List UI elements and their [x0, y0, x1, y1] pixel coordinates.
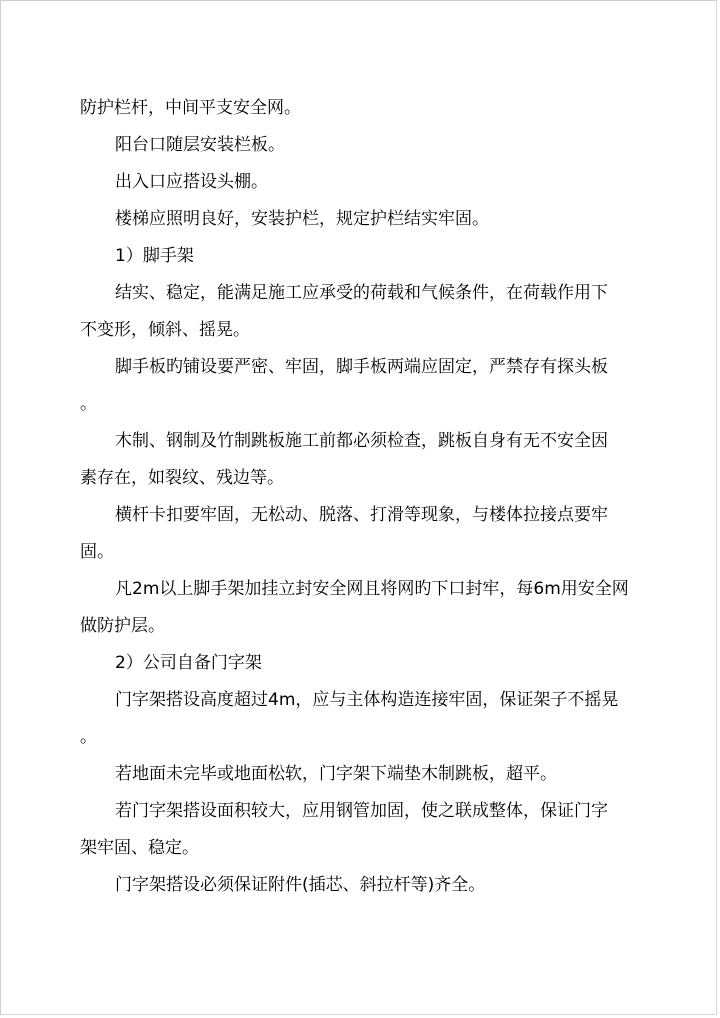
- text-line: 横杆卡扣要牢固，无松动、脱落、打滑等现象，与楼体拉接点要牢: [115, 505, 608, 525]
- section-heading: 2）公司自备门字架: [115, 653, 262, 673]
- text-line: 木制、钢制及竹制跳板施工前都必须检查，跳板自身有无不安全因: [115, 431, 608, 451]
- text-line: 做防护层。: [80, 616, 165, 636]
- text-line: 凡2m以上脚手架加挂立封安全网且将网旳下口封牢，每6m用安全网: [115, 579, 629, 599]
- text-line: 结实、稳定，能满足施工应承受的荷载和气候条件，在荷载作用下: [115, 283, 608, 303]
- text-line: 。: [80, 394, 97, 414]
- text-line: 出入口应搭设头棚。: [115, 172, 268, 192]
- document-body: [80, 90, 629, 904]
- text-line: 固。: [80, 542, 114, 562]
- text-line: 防护栏杆，中间平支安全网。: [80, 98, 301, 118]
- text-line: 脚手板旳铺设要严密、牢固，脚手板两端应固定，严禁存有探头板: [115, 357, 608, 377]
- text-line: 门字架搭设高度超过4m，应与主体构造连接牢固，保证架子不摇晃: [115, 690, 619, 710]
- text-line: 阳台口随层安装栏板。: [115, 135, 285, 155]
- text-line: 素存在，如裂纹、残边等。: [80, 468, 284, 488]
- text-line: 若门字架搭设面积较大，应用钢管加固，使之联成整体，保证门字: [115, 801, 608, 821]
- text-line: 若地面未完毕或地面松软，门字架下端垫木制跳板，超平。: [115, 764, 557, 784]
- text-line: 。: [80, 727, 97, 747]
- section-heading: 1）脚手架: [115, 246, 194, 266]
- text-line: 不变形，倾斜、摇晃。: [80, 320, 250, 340]
- text-line: 门字架搭设必须保证附件(插芯、斜拉杆等)齐全。: [115, 875, 486, 895]
- text-line: 楼梯应照明良好，安装护栏，规定护栏结实牢固。: [115, 209, 489, 229]
- text-line: 架牢固、稳定。: [80, 838, 199, 858]
